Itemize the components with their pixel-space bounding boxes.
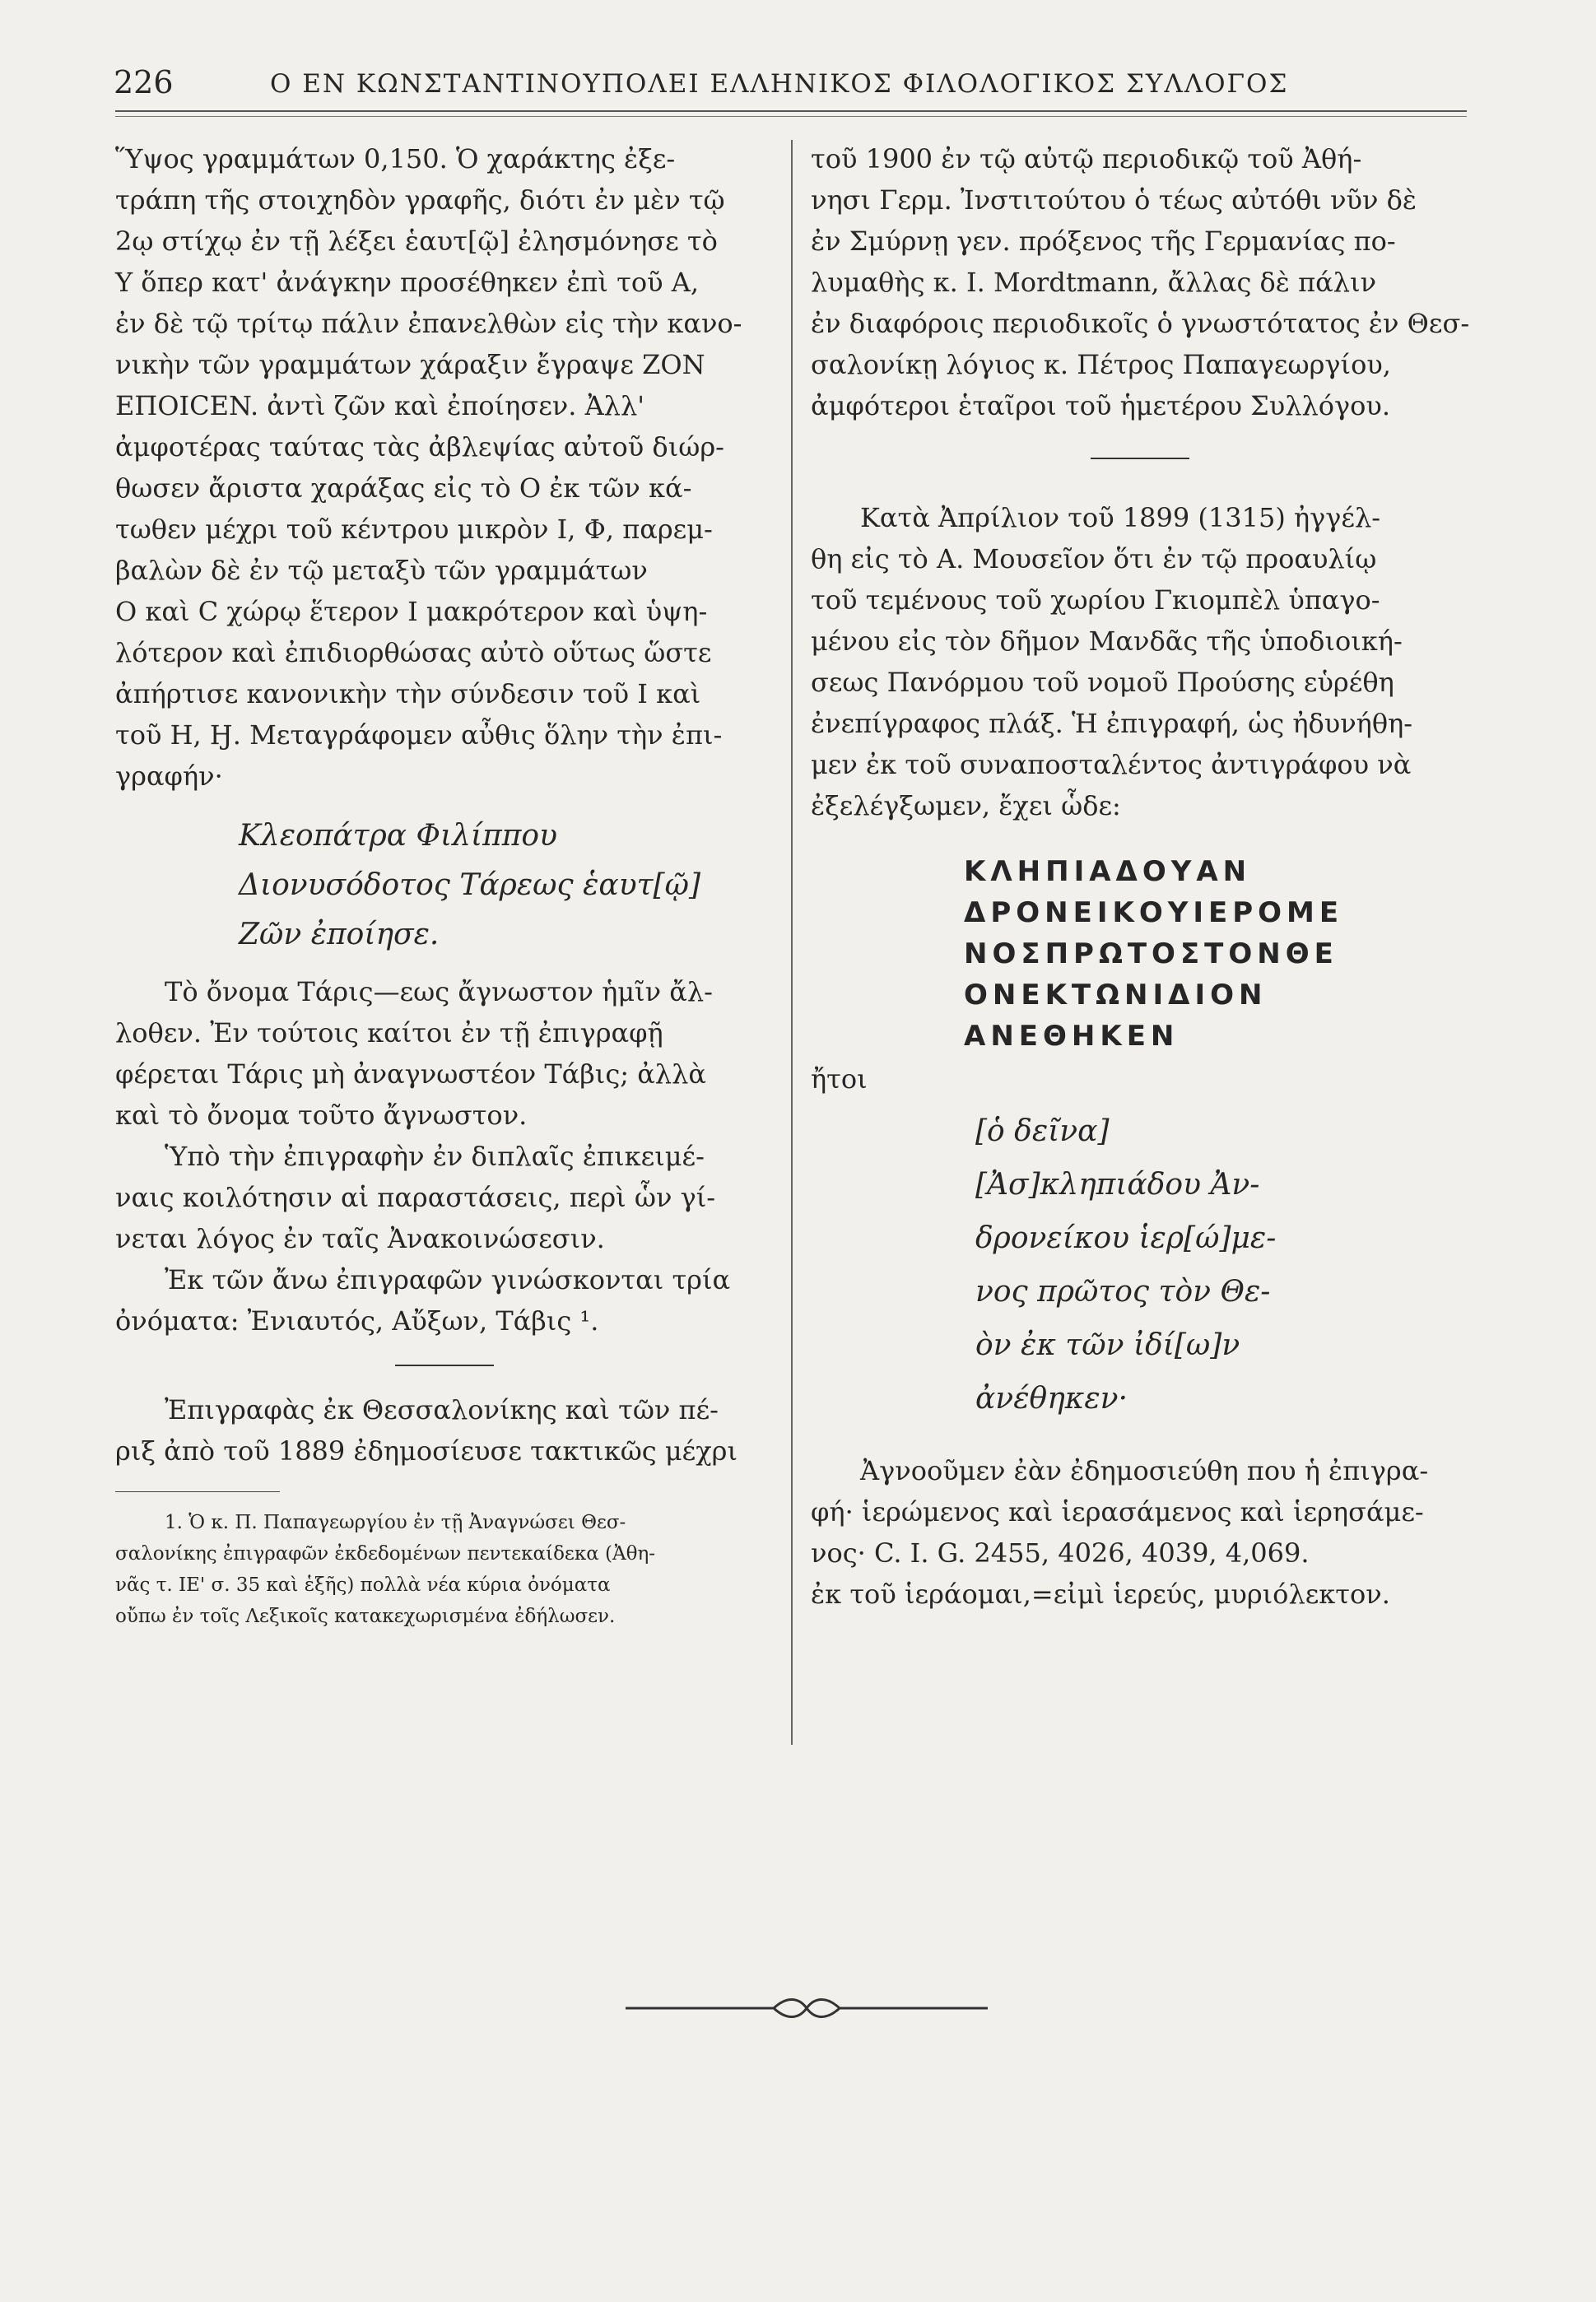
running-title: Ο ΕΝ ΚΩΝΣΤΑΝΤΙΝΟΥΠΟΛΕΙ ΕΛΛΗΝΙΚΟΣ ΦΙΛΟΛΟΓΙΚΟΣ ΣΥΛΛΟΓΟΣ: [270, 69, 1289, 99]
right-column: [811, 138, 1469, 1615]
column-divider: [791, 140, 793, 1745]
text-line: σαλονίκῃ λόγιος κ. Πέτρος Παπαγεωργίου,: [811, 349, 1391, 380]
paragraph-discovery: [811, 497, 1469, 826]
footnote-line: νᾶς τ. ΙΕ' σ. 35 καὶ ἑξῆς) πολλὰ νέα κύρια ὀνόματα: [115, 1574, 611, 1596]
text-line: Τὸ ὄνομα Τάρις—εως ἄγνωστον ἡμῖν ἄλ-: [165, 976, 713, 1007]
inscription-transcription: [115, 812, 774, 960]
text-line: τωθεν μέχρι τοῦ κέντρου μικρὸν Ι, Φ, παρεμ-: [115, 514, 713, 545]
paragraph-reliefs: [115, 1136, 774, 1259]
verse-line: Ζῶν ἐποίησε.: [239, 918, 440, 951]
restored-line: δρονείκου ἱερ[ώ]με-: [975, 1221, 1277, 1255]
text-line: ἐν Σμύρνῃ γεν. πρόξενος τῆς Γερμανίας πο-: [811, 226, 1396, 257]
text-line: νησι Γερμ. Ἰνστιτούτου ὁ τέως αὐτόθι νῦν δὲ: [811, 184, 1417, 216]
footnote: [115, 1507, 774, 1632]
paragraph-name: [115, 971, 774, 1136]
text-line: τράπη τῆς στοιχηδὸν γραφῆς, διότι ἐν μὲν τῷ: [115, 184, 725, 216]
inscription-line: ΚΛΗΠΙΑΔΟΥΑΝ: [964, 855, 1252, 888]
text-line: τοῦ Η, Ӈ. Μεταγράφομεν αὖθις ὅλην τὴν ἐπι-: [115, 719, 723, 751]
text-line: ναις κοιλότησιν αἱ παραστάσεις, περὶ ὧν γί-: [115, 1182, 716, 1213]
section-rule: [395, 1365, 494, 1366]
paragraph-commentary: [811, 1450, 1469, 1615]
section-rule: [1091, 458, 1189, 459]
text-line: φέρεται Τάρις μὴ ἀναγνωστέον Τάβις; ἀλλὰ: [115, 1058, 706, 1090]
text-line: ἐν διαφόροις περιοδικοῖς ὁ γνωστότατος ἐν Θεσ-: [811, 308, 1470, 339]
text-line: καὶ τὸ ὄνομα τοῦτο ἄγνωστον.: [115, 1100, 528, 1131]
page-number: 226: [114, 64, 174, 100]
inscription-capitals: [811, 851, 1469, 1057]
text-line: ριξ ἀπὸ τοῦ 1889 ἐδημοσίευσε τακτικῶς μέχρι: [115, 1435, 738, 1467]
text-line: γραφήν·: [115, 760, 223, 792]
text-line: Ὕψος γραμμάτων 0,150. Ὁ χαράκτης ἐξε-: [115, 143, 676, 174]
etoi-label: ἤτοι: [811, 1063, 868, 1095]
restored-line: [Ἀσ]κληπιάδου Ἀν-: [975, 1168, 1260, 1202]
inscription-line: ΝΟΣΠΡΩΤΟΣΤΟΝΘΕ: [964, 937, 1338, 970]
text-line: τοῦ τεμένους τοῦ χωρίου Γκιομπὲλ ὑπαγο-: [811, 584, 1380, 616]
text-line: ἀπήρτισε κανονικὴν τὴν σύνδεσιν τοῦ Ι καὶ: [115, 678, 701, 709]
footnote-line: οὔπω ἐν τοῖς Λεξικοῖς κατακεχωρισμένα ἐδήλωσεν.: [115, 1606, 616, 1627]
text-line: νος· C. I. G. 2455, 4026, 4039, 4,069.: [811, 1537, 1310, 1569]
inscription-line: ΟΝΕΚΤΩΝΙΔΙΟΝ: [964, 979, 1268, 1011]
text-line: ΕΠΟΙCEN. ἀντὶ ζῶν καὶ ἐποίησεν. Ἀλλ': [115, 390, 645, 421]
verse-line: Διονυσόδοτος Τάρεως ἑαυτ[ῷ]: [239, 868, 700, 902]
footnote-rule: [115, 1491, 280, 1492]
text-line: ἀμφοτέρας ταύτας τὰς ἀβλεψίας αὐτοῦ διώρ-: [115, 431, 724, 463]
text-line: ἀμφότεροι ἑταῖροι τοῦ ἡμετέρου Συλλόγου.: [811, 390, 1391, 421]
text-line: νεται λόγος ἐν ταῖς Ἀνακοινώσεσιν.: [115, 1223, 605, 1254]
text-line: σεως Πανόρμου τοῦ νομοῦ Προύσης εὑρέθη: [811, 667, 1394, 698]
end-ornament: [626, 1992, 988, 2025]
footnote-line: 1. Ὁ κ. Π. Παπαγεωργίου ἐν τῇ Ἀναγνώσει Θεσ-: [165, 1512, 626, 1533]
left-column: [115, 138, 774, 1632]
restored-line: νος πρῶτος τὸν Θε-: [975, 1275, 1271, 1309]
restored-line: ἀνέθηκεν·: [975, 1382, 1128, 1416]
text-line: Ὑπὸ τὴν ἐπιγραφὴν ἐν διπλαῖς ἐπικειμέ-: [165, 1141, 705, 1172]
paragraph-names: [115, 1259, 774, 1342]
inscription-restored: [811, 1104, 1469, 1425]
text-line: λυμαθὴς κ. I. Mordtmann, ἄλλας δὲ πάλιν: [811, 267, 1377, 298]
restored-line: [ὁ δεῖνα]: [975, 1114, 1110, 1148]
header-rule-thin: [115, 116, 1467, 117]
inscription-line: ΔΡΟΝΕΙΚΟΥΙΕΡΟΜΕ: [964, 896, 1344, 929]
text-line: ἐξελέγξωμεν, ἔχει ὧδε:: [811, 790, 1121, 821]
text-line: Υ ὅπερ κατ' ἀνάγκην προσέθηκεν ἐπὶ τοῦ Α,: [115, 267, 699, 298]
paragraph-publications: [811, 138, 1469, 426]
text-line: Κατὰ Ἀπρίλιον τοῦ 1899 (1315) ἠγγέλ-: [860, 502, 1381, 533]
header-rule: [115, 110, 1467, 112]
text-line: λοθεν. Ἐν τούτοις καίτοι ἐν τῇ ἐπιγραφῇ: [115, 1017, 663, 1049]
text-line: νικὴν τῶν γραμμάτων χάραξιν ἔγραψε ΖΟΝ: [115, 349, 705, 380]
text-line: Ἐπιγραφὰς ἐκ Θεσσαλονίκης καὶ τῶν πέ-: [165, 1394, 719, 1425]
text-line: λότερον καὶ ἐπιδιορθώσας αὐτὸ οὕτως ὥστε: [115, 637, 712, 668]
text-line: τοῦ 1900 ἐν τῷ αὐτῷ περιοδικῷ τοῦ Ἀθή-: [811, 143, 1362, 174]
text-line: Ἀγνοοῦμεν ἐὰν ἐδημοσιεύθη που ἡ ἐπιγρα-: [860, 1455, 1429, 1486]
text-line: Ἐκ τῶν ἄνω ἐπιγραφῶν γινώσκονται τρία: [165, 1264, 731, 1295]
restored-line: ὸν ἐκ τῶν ἰδί[ω]ν: [975, 1328, 1240, 1362]
page-header: [114, 64, 1332, 105]
text-line: ὀνόματα: Ἐνιαυτός, Αὔξων, Τάβις ¹.: [115, 1305, 599, 1337]
text-line: ἐνεπίγραφος πλάξ. Ἡ ἐπιγραφή, ὡς ἠδυνήθη-: [811, 708, 1413, 739]
text-line: μεν ἐκ τοῦ συναποσταλέντος ἀντιγράφου νὰ: [811, 749, 1412, 780]
verse-line: Κλεοπάτρα Φιλίππου: [239, 819, 557, 853]
text-line: ἐν δὲ τῷ τρίτῳ πάλιν ἐπανελθὼν εἰς τὴν κανο-: [115, 308, 742, 339]
text-line: θη εἰς τὸ Α. Μουσεῖον ὅτι ἐν τῷ προαυλίῳ: [811, 543, 1377, 574]
paragraph-description: [115, 138, 774, 797]
text-line: θωσεν ἄριστα χαράξας εἰς τὸ Ο ἐκ τῶν κά-: [115, 472, 692, 504]
text-line: 2ῳ στίχῳ ἐν τῇ λέξει ἑαυτ[ῷ] ἐλησμόνησε τὸ: [115, 226, 718, 257]
text-line: Ο καὶ C χώρῳ ἕτερον Ι μακρότερον καὶ ὑψη-: [115, 596, 708, 627]
paragraph-thessaloniki: [115, 1389, 774, 1472]
text-line: βαλὼν δὲ ἐν τῷ μεταξὺ τῶν γραμμάτων: [115, 555, 648, 586]
inscription-line: ΑΝΕΘΗΚΕΝ: [964, 1020, 1180, 1053]
text-line: ἐκ τοῦ ἱεράομαι,=εἰμὶ ἱερεύς, μυριόλεκτον.: [811, 1579, 1390, 1610]
footnote-line: σαλονίκης ἐπιγραφῶν ἐκδεδομένων πεντεκαίδεκα (Ἀθη-: [115, 1543, 656, 1565]
text-line: μένου εἰς τὸν δῆμον Μανδᾶς τῆς ὑποδιοική-: [811, 625, 1403, 657]
text-line: φή· ἱερώμενος καὶ ἱερασάμενος καὶ ἱερησάμε-: [811, 1496, 1424, 1528]
